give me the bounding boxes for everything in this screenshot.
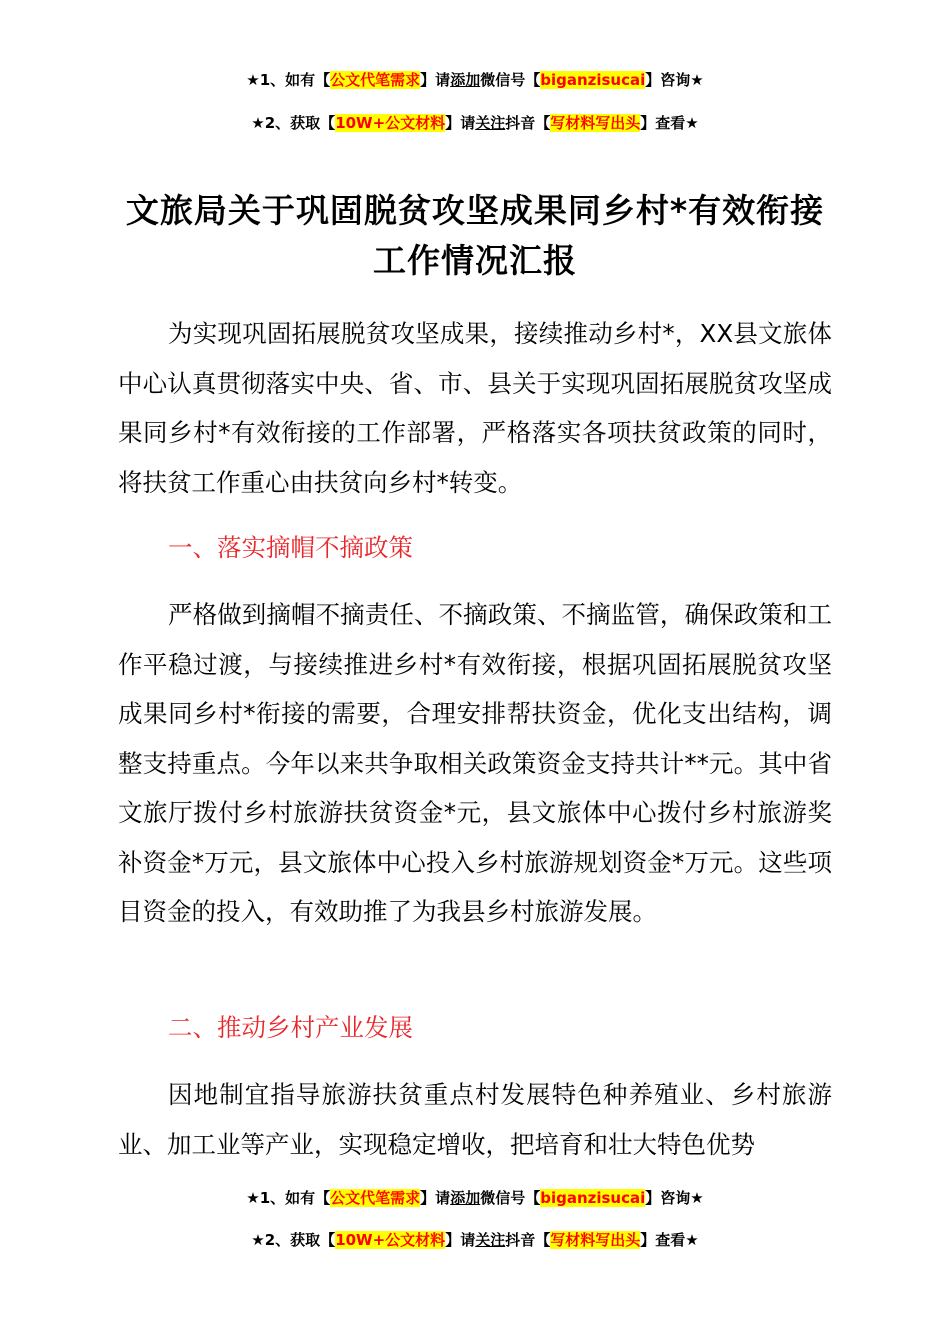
- promo-text: 抖音【: [505, 1231, 551, 1249]
- promo-text: ★1、如有【: [246, 71, 331, 89]
- body-paragraph-2: 严格做到摘帽不摘责任、不摘政策、不摘监管，确保政策和工作平稳过渡，与接续推进乡村*有效衔接，根据巩固拓展脱贫攻坚成果同乡村*衔接的需要，合理安排帮扶资金，优化支出结构，调整支持重点。今年以来共争取相关政策资金支持共计**元。其中省文旅厅拨付乡村旅游扶贫资金*元，县文旅体中心拨付乡村旅游奖补资金*万元，县文旅体中心投入乡村旅游规划资金*万元。这些项目资金的投入，有效助推了为我县乡村旅游发展。: [118, 600, 832, 926]
- footer-promo-line-2: [0, 1230, 950, 1250]
- promo-text: ★2、获取【: [251, 114, 336, 132]
- promo-text: ★2、获取【: [251, 1231, 336, 1249]
- promo-highlight: 写材料写出头: [550, 114, 641, 132]
- promo-highlight: 写材料写出头: [550, 1231, 641, 1249]
- promo-highlight: biganzisucai: [540, 1189, 646, 1207]
- promo-text: 】请: [420, 1189, 451, 1207]
- promo-text: 】请: [445, 1231, 476, 1249]
- document-title: 文旅局关于巩固脱贫攻坚成果同乡村*有效衔接工作情况汇报: [125, 191, 825, 280]
- promo-text: 抖音【: [505, 114, 551, 132]
- promo-text: ★1、如有【: [246, 1189, 331, 1207]
- promo-emphasis: 添加: [450, 1189, 481, 1207]
- header-promo-line-1: [0, 70, 950, 90]
- promo-emphasis: 添加: [450, 71, 481, 89]
- section-heading-2: 二、推动乡村产业发展: [168, 1013, 413, 1042]
- body-paragraph-3: 因地制宜指导旅游扶贫重点村发展特色种养殖业、乡村旅游业、加工业等产业，实现稳定增收，把培育和壮大特色优势: [118, 1080, 832, 1159]
- promo-highlight: biganzisucai: [540, 71, 646, 89]
- promo-emphasis: 关注: [475, 114, 506, 132]
- promo-text: 微信号【: [480, 71, 541, 89]
- body-paragraph-1: 为实现巩固拓展脱贫攻坚成果，接续推动乡村*，XX县文旅体中心认真贯彻落实中央、省、市、县关于实现巩固拓展脱贫攻坚成果同乡村*有效衔接的工作部署，严格落实各项扶贫政策的同时，将扶贫工作重心由扶贫向乡村*转变。: [118, 319, 832, 497]
- promo-highlight: 公文代笔需求: [330, 1189, 421, 1207]
- promo-highlight: 公文代笔需求: [330, 71, 421, 89]
- promo-emphasis: 关注: [475, 1231, 506, 1249]
- promo-text: 】请: [420, 71, 451, 89]
- footer-promo-line-1: [0, 1188, 950, 1208]
- promo-text: 】查看★: [640, 1231, 699, 1249]
- promo-highlight: 10W+公文材料: [335, 1231, 446, 1249]
- header-promo-line-2: [0, 113, 950, 133]
- promo-text: 】咨询★: [645, 1189, 704, 1207]
- section-heading-1: 一、落实摘帽不摘政策: [168, 533, 413, 562]
- promo-text: 】查看★: [640, 114, 699, 132]
- promo-text: 】咨询★: [645, 71, 704, 89]
- promo-text: 】请: [445, 114, 476, 132]
- promo-highlight: 10W+公文材料: [335, 114, 446, 132]
- promo-text: 微信号【: [480, 1189, 541, 1207]
